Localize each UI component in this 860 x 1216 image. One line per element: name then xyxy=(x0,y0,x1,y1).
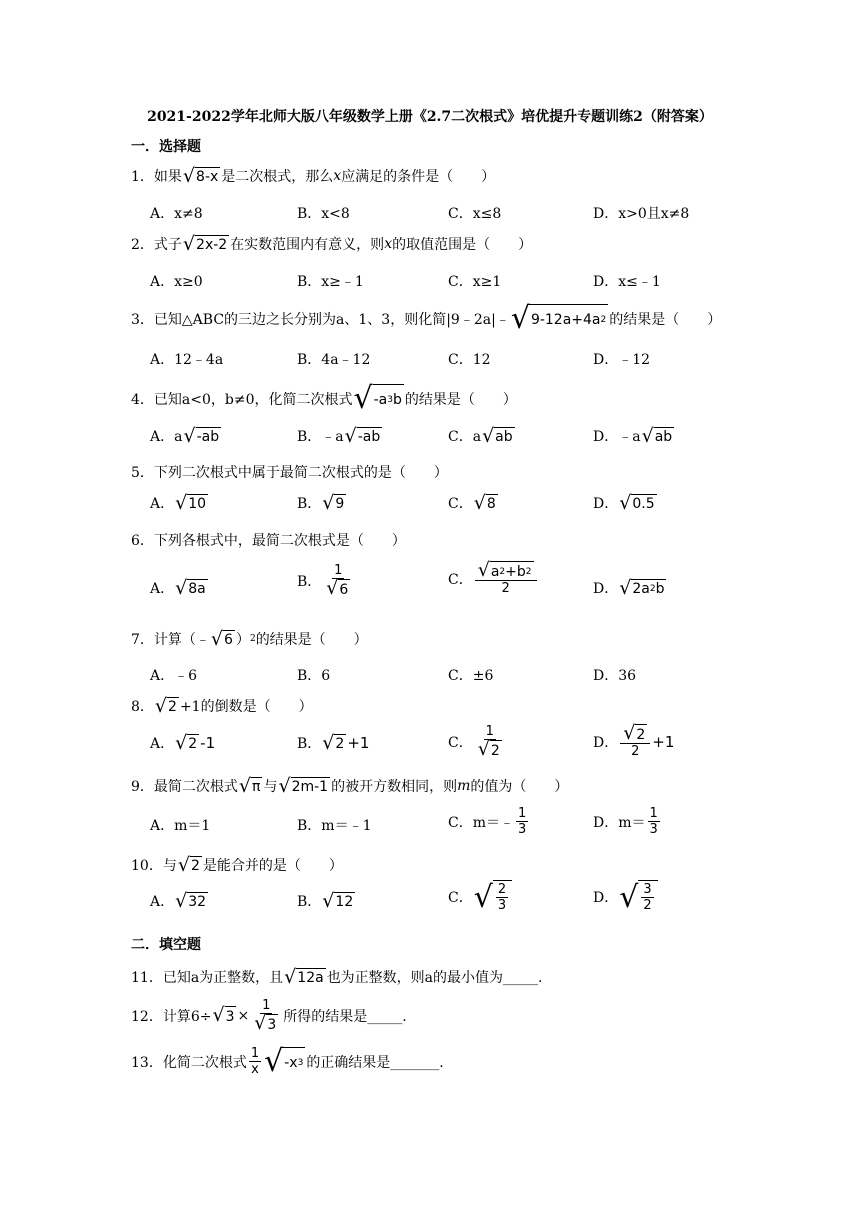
q4-option-d: D．﹣a √ ab xyxy=(593,424,673,447)
page-title: 2021-2022学年北师大版八年级数学上册《2.7二次根式》培优提升专题训练2（附答案） xyxy=(147,109,713,125)
q7-option-b: B．6 xyxy=(297,668,331,684)
question-12: 12．计算6÷ √ 3 × 1 √ 3 所得的结果是_____. xyxy=(131,998,407,1034)
q3-option-b: B．4a﹣12 xyxy=(297,352,371,368)
question-13: 13．化简二次根式 $\frac{1}{x}$ √ -x 3 的正确结果是_______. xyxy=(131,1043,444,1079)
q12-prefix: 12．计算6÷ xyxy=(131,1008,212,1025)
q1-option-d: D．x>0且x≠8 xyxy=(593,206,690,222)
q1-prefix: 1．如果 xyxy=(131,169,182,185)
q1-text2: 应满足的条件是（ ） xyxy=(341,169,496,185)
q8-option-c: C． 1 √ 2 xyxy=(448,724,500,760)
q3-radical: √ 9-12a+4a 2 xyxy=(510,301,607,336)
q4-prefix: 4．已知a<0，b≠0，化简二次根式 xyxy=(131,392,353,408)
question-3 xyxy=(131,301,722,336)
q8-text: +1的倒数是（ ） xyxy=(179,699,313,715)
q2-option-b: B．x≥﹣1 xyxy=(297,274,364,290)
q3-text: 的结果是（ ） xyxy=(609,312,722,328)
question-10: 10．与 √ 2 是能合并的是（ ） xyxy=(131,853,343,876)
q11-text: 也为正整数，则a的最小值为_____. xyxy=(326,970,543,986)
question-6: 6．下列各根式中，最简二次根式是（ ） xyxy=(131,533,406,549)
q7-text: 的结果是（ ） xyxy=(255,632,368,648)
q2-option-c: C．x≥1 xyxy=(448,274,502,290)
q7-option-d: D．36 xyxy=(593,668,637,684)
q8-option-d: D． √ 2 2 +1 xyxy=(593,722,675,759)
q9-option-c: C．m＝﹣ $\frac{1}{3}$ xyxy=(448,806,527,837)
q1-option-c: C．x≤8 xyxy=(448,206,502,222)
q9-text: 的被开方数相同，则 xyxy=(331,779,458,795)
q1-text: 是二次根式，那么 xyxy=(221,169,334,185)
q10-prefix: 10．与 xyxy=(131,858,177,874)
q5-option-c: C． √ 8 xyxy=(448,491,496,514)
q8-option-b: B． √ 2 +1 xyxy=(297,731,370,754)
q9-prefix: 9．最简二次根式 xyxy=(131,779,238,795)
q1-var: x xyxy=(333,168,342,184)
q3-option-d: D．﹣12 xyxy=(593,352,651,368)
q11-prefix: 11．已知a为正整数，且 xyxy=(131,970,284,986)
q7-option-a: A．﹣6 xyxy=(150,668,198,684)
q2-option-d: D．x≤﹣1 xyxy=(593,274,661,290)
q3-prefix: 3．已知△ABC的三边之长分别为a、1、3，则化简|9﹣2a|﹣ xyxy=(131,312,510,328)
q9-option-a: A．m＝1 xyxy=(150,818,211,834)
q3-option-a: A．12﹣4a xyxy=(150,352,224,368)
q13-prefix: 13．化简二次根式 xyxy=(131,1054,247,1071)
q7-prefix: 7．计算（﹣ xyxy=(131,632,210,648)
q10-option-c: C． √ $\frac{2}{3}$ xyxy=(448,880,513,913)
q9-option-b: B．m＝﹣1 xyxy=(297,818,372,834)
q4-option-c: C．a √ ab xyxy=(448,424,513,447)
q10-option-d: D． √ $\frac{3}{2}$ xyxy=(593,880,659,913)
q10-option-b: B． √ 12 xyxy=(297,889,354,912)
q1-option-a: A．x≠8 xyxy=(150,206,203,222)
q10-text: 是能合并的是（ ） xyxy=(202,858,343,874)
q2-text: 在实数范围内有意义，则 xyxy=(230,237,385,253)
q2-text2: 的取值范围是（ ） xyxy=(392,237,533,253)
q2-radical: √ 2x-2 xyxy=(182,232,228,255)
q7-paren: ） xyxy=(235,632,250,648)
q1-option-b: B．x<8 xyxy=(297,206,350,222)
section-choice: 一．选择题 xyxy=(131,139,201,155)
q8-option-a: A． √ 2 -1 xyxy=(150,731,216,754)
q5-option-b: B． √ 9 xyxy=(297,491,345,514)
q2-prefix: 2．式子 xyxy=(131,237,182,253)
question-5: 5．下列二次根式中属于最简二次根式的是（ ） xyxy=(131,465,448,481)
q5-option-d: D． √ 0.5 xyxy=(593,491,655,514)
q3-option-c: C．12 xyxy=(448,352,491,368)
q9-text2: 的值为（ ） xyxy=(470,779,569,795)
question-2 xyxy=(131,234,532,254)
question-9: 9．最简二次根式 √ π 与 √ 2m-1 的被开方数相同，则 m 的值为（ ） xyxy=(131,774,569,797)
q2-var: x xyxy=(384,236,393,252)
q12-text: 所得的结果是_____. xyxy=(283,1008,407,1025)
question-1 xyxy=(131,166,495,186)
question-4 xyxy=(131,381,517,416)
q5-option-a: A． √ 10 xyxy=(150,491,207,514)
q1-radical: √ 8-x xyxy=(182,164,219,187)
q13-text: 的正确结果是_______. xyxy=(306,1054,444,1071)
q6-option-b: B． 1 √ 6 xyxy=(297,563,349,599)
q4-option-a: A．a √ -ab xyxy=(150,424,220,447)
q9-option-d: D．m＝ $\frac{1}{3}$ xyxy=(593,806,658,837)
question-7: 7．计算（﹣ √ 6 ） 2 的结果是（ ） xyxy=(131,627,368,650)
section-fill: 二．填空题 xyxy=(131,937,201,953)
q6-option-a: A． √ 8a xyxy=(150,576,206,599)
question-8: 8． √ 2 +1的倒数是（ ） xyxy=(131,694,313,717)
q4-option-b: B．﹣a √ -ab xyxy=(297,424,381,447)
q4-radical: √ -a 3 b xyxy=(353,381,402,416)
q10-option-a: A． √ 32 xyxy=(150,889,207,912)
q6-option-d: D． √ 2a 2 b xyxy=(593,576,665,599)
q7-option-c: C．±6 xyxy=(448,668,494,684)
q6-option-c: C． √ a 2 +b 2 2 xyxy=(448,561,539,596)
question-11: 11．已知a为正整数，且 √ 12a 也为正整数，则a的最小值为_____. xyxy=(131,965,543,988)
q4-text: 的结果是（ ） xyxy=(404,392,517,408)
q2-option-a: A．x≥0 xyxy=(150,274,203,290)
